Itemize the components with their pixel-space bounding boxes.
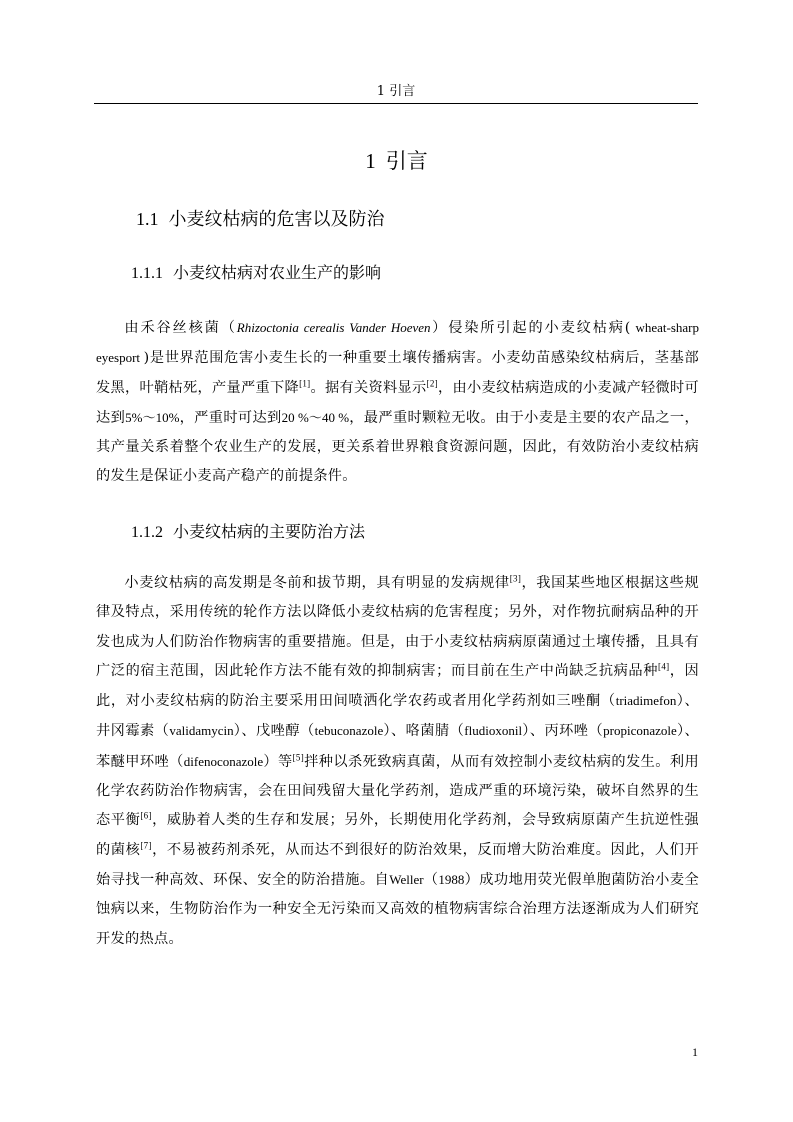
chemical-name: tebuconazole: [314, 723, 384, 739]
header-rule: [94, 103, 698, 104]
chemical-name: fludioxonil: [464, 723, 523, 739]
chapter-title-text: 引言: [385, 149, 428, 173]
citation: [5]: [292, 752, 304, 763]
section-number: 1.1: [136, 209, 159, 229]
chemical-name: propiconazole: [603, 723, 677, 739]
citation: [1]: [299, 377, 311, 388]
subsection-title-text: 小麦纹枯病对农业生产的影响: [173, 263, 382, 282]
chemical-name: difenoconazole: [183, 753, 264, 769]
running-header: 1 引言: [376, 84, 416, 99]
subsection-title-text: 小麦纹枯病的主要防治方法: [173, 522, 366, 541]
body-paragraph-1: 由禾谷丝核菌（Rhizoctonia cerealis Vander Hoeven）侵染所引起的小麦纹枯病( wheat-sharp eyesport )是世界范围危害小麦生长的一种重要土壤传播病害。小麦幼苗感染纹枯病后，茎基部发黑，叶鞘枯死，产量严重下降[1]。据有关资料显示[2]，由小麦纹枯病造成的小麦减产轻微时可达到5%～10%，严重时可达到20 %～40 %，最严重时颗粒无收。由于小麦是主要的农产品之一，其产量关系着整个农业生产的发展，更关系着世界粮食资源问题，因此，有效防治小麦纹枯病的发生是保证小麦高产稳产的前提条件。: [96, 320, 700, 485]
body-paragraph-2: 小麦纹枯病的高发期是冬前和拔节期，具有明显的发病规律[3]，我国某些地区根据这些规律及特点，采用传统的轮作方法以降低小麦纹枯病的危害程度；另外，对作物抗耐病品种的开发也成为人们防治作物病害的重要措施。但是，由于小麦纹枯病病原菌通过土壤传播，且具有广泛的宿主范围，因此轮作方法不能有效的抑制病害；而目前在生产中尚缺乏抗病品种[4]，因此，对小麦纹枯病的防治主要采用田间喷洒化学农药或者用化学药剂如三唑酮（triadimefon）、井冈霉素（validamycin）、戊唑醇（tebuconazole）、咯菌腈（fludioxonil）、丙环唑（propiconazole）、苯醚甲环唑（difenoconazole）等[5]拌种以杀死致病真菌，从而有效控制小麦纹枯病的发生。利用化学农药防治作物病害，会在田间残留大量化学药剂，造成严重的环境污染，破坏自然界的生态平衡[6]，威胁着人类的生存和发展；另外，长期使用化学药剂，会导致病原菌产生抗逆性强的菌核[7]，不易被药剂杀死，从而达不到很好的防治效果，反而增大防治难度。因此，人们开始寻找一种高效、环保、安全的防治措施。自Weller（1988）成功地用荧光假单胞菌防治小麦全蚀病以来，生物防治作为一种安全无污染而又高效的植物病害综合治理方法逐渐成为人们研究开发的热点。: [96, 573, 700, 947]
subsection-title-2: [131, 521, 365, 544]
chapter-number: 1: [365, 149, 376, 173]
subsection-title-1: [131, 262, 381, 285]
author-name: Weller: [389, 871, 424, 887]
subsection-number: 1.1.2: [131, 524, 163, 541]
common-name: wheat-sharp eyesport: [96, 320, 700, 366]
chemical-name: validamycin: [169, 723, 234, 739]
citation: [7]: [140, 839, 152, 850]
citation: [6]: [140, 810, 152, 821]
citation: [4]: [658, 661, 670, 672]
page-number: 1: [692, 1045, 698, 1059]
section-title: [136, 207, 385, 232]
subsection-number: 1.1.1: [131, 265, 163, 282]
section-title-text: 小麦纹枯病的危害以及防治: [168, 209, 385, 230]
citation: [2]: [426, 377, 438, 388]
chemical-name: triadimefon: [615, 693, 677, 709]
citation: [3]: [509, 573, 522, 584]
chapter-title: [0, 148, 793, 174]
year: 1988: [438, 871, 465, 887]
species-name: Rhizoctonia cerealis Vander Hoeven: [236, 320, 431, 335]
